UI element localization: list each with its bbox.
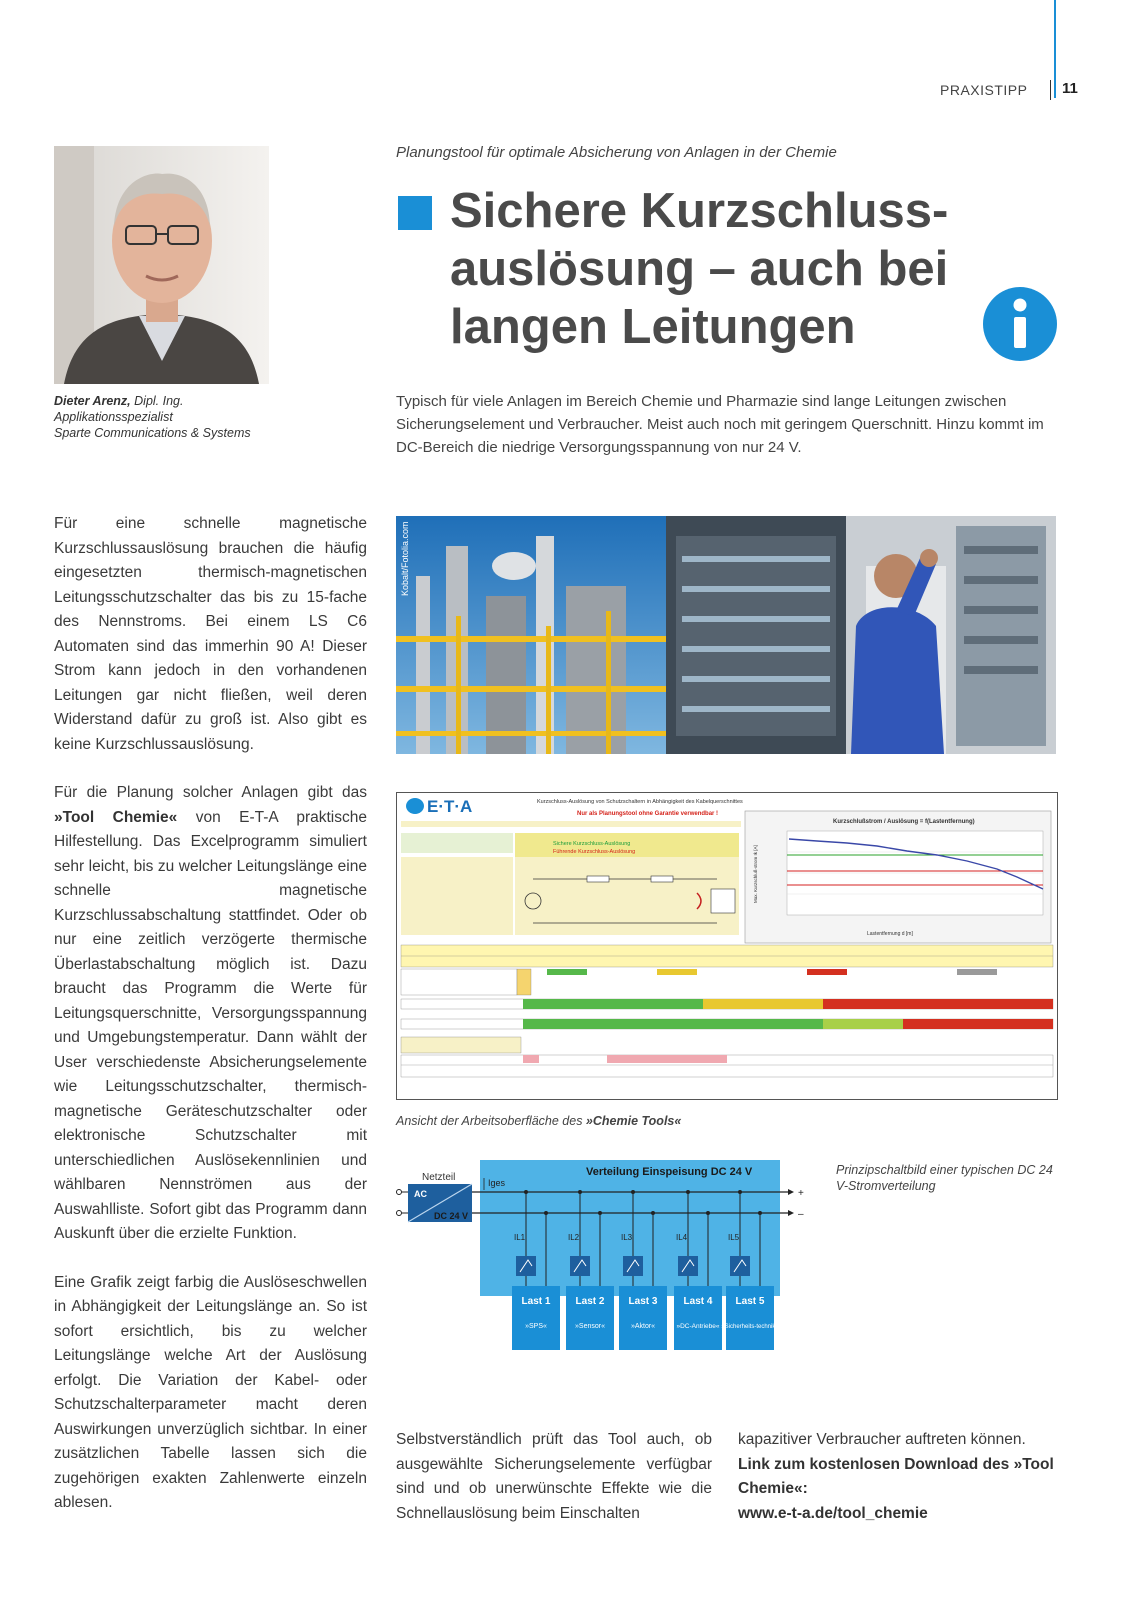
author-degree: Dipl. Ing. bbox=[134, 394, 184, 408]
tool-heading: Kurzschluss-Auslösung von Schutzschaltern in Abhängigkeit des Kabelquerschnittes bbox=[537, 799, 743, 805]
author-name: Dieter Arenz, bbox=[54, 394, 131, 408]
diagram-caption: Prinzipschaltbild einer typischen DC 24 V-Stromverteilung bbox=[836, 1163, 1053, 1193]
body-p2-text-rest: von E-T-A praktische Hilfestellung. Das Excelprogramm simuliert sehr leicht, bis zu welcher Leitungslänge eine schnelle magnetische Kurzschlussabschaltung stattfindet. Oder ob nur eine zeitlich verzögerte thermische Überlastabschaltung möglich ist. Dazu braucht das Programm die Werte für Leitungsquerschnitte, Versorgungsspannung und Umgebungstemperatur. Dann wählt der User verschiedenste Absicherungselemente wie Leitungsschutzschalter, thermisch-magnetische Geräteschutzschalter oder elektronische Schutzschalter mit unterschiedlichen Auslösekennlinien und wählbaren Nennströmen aus der Auswahlliste. Sofort gibt das Programm dann Auskunft über die erzielte Funktion. bbox=[54, 808, 367, 1242]
title-accent-square bbox=[398, 196, 432, 230]
load-desc-5: »Sicherheits-technik« bbox=[721, 1324, 779, 1330]
title-line-1: Sichere Kurzschluss- bbox=[450, 184, 949, 238]
body-paragraph-1: Für eine schnelle magnetische Kurzschlussauslösung brauchen die häufig eingesetzten thermisch-magnetischen Leitungsschutzschalter das bis zu 15-fache des Nennstroms. Bei einem LS C6 Automaten sind das immerhin 90 A! Dieser Strom kann jedoch in den vorhandenen Leitungen gar nicht fließen, weil deren Widerstand dafür zu groß ist. Also gibt es keine Kurzschlussauslösung. bbox=[54, 515, 367, 753]
header-rule bbox=[1054, 0, 1056, 98]
article-title bbox=[450, 182, 1010, 356]
body-paragraph-2 bbox=[54, 781, 367, 1247]
body-right-text: kapazitiver Verbraucher auftreten können. bbox=[738, 1431, 1026, 1448]
body-column-middle: Selbstverständlich prüft das Tool auch, ob ausgewählte Sicherungselemente verfügbar sind und ob unerwünschte Effekte wie die Schnellauslösung beim Einschalten bbox=[396, 1431, 712, 1522]
author-role: Applikationsspezialist bbox=[54, 410, 173, 424]
body-column-right bbox=[738, 1428, 1056, 1526]
header-divider bbox=[1050, 80, 1051, 100]
load-desc-4: »DC-Antriebe« bbox=[676, 1323, 720, 1330]
load-box-3 bbox=[619, 1280, 667, 1350]
current-label-2: IL2 bbox=[568, 1233, 580, 1242]
iges-label: Iges bbox=[488, 1178, 506, 1188]
download-link-label: Link zum kostenlosen Download des »Tool Chemie«: bbox=[738, 1455, 1054, 1497]
tool-name-bold: »Tool Chemie« bbox=[54, 808, 178, 826]
load-desc-1: »SPS« bbox=[525, 1323, 547, 1330]
author-portrait bbox=[54, 146, 269, 384]
label-leading-trip: Führende Kurzschluss-Auslösung bbox=[553, 849, 636, 855]
load-name-2: Last 2 bbox=[575, 1296, 605, 1307]
load-box-2 bbox=[566, 1280, 614, 1350]
current-label-1: IL1 bbox=[514, 1233, 526, 1242]
power-supply-label: Netzteil bbox=[422, 1172, 456, 1183]
author-division: Sparte Communications & Systems bbox=[54, 426, 251, 440]
plus-label: + bbox=[798, 1188, 804, 1199]
title-line-3: langen Leitungen bbox=[450, 300, 856, 354]
title-line-2: auslösung – auch bei bbox=[450, 242, 949, 296]
load-desc-2: »Sensor« bbox=[575, 1323, 605, 1330]
article-lead: Typisch für viele Anlagen im Bereich Chemie und Pharmazie sind lange Leitungen zwischen Sicherungselement und Verbraucher. Meist auch noch mit geringem Querschnitt. Hinzu kommt im DC-Bereich die niedrige Versorgungsspannung von nur 24 V. bbox=[396, 393, 1044, 456]
current-label-5: IL5 bbox=[728, 1233, 740, 1242]
body-p2-text: Für die Planung solcher Anlagen gibt das bbox=[54, 784, 367, 801]
load-name-5: Last 5 bbox=[735, 1296, 765, 1307]
distribution-diagram bbox=[396, 1150, 816, 1372]
load-box-4 bbox=[674, 1280, 722, 1350]
ac-label: AC bbox=[414, 1189, 427, 1199]
load-box-1 bbox=[512, 1280, 560, 1350]
tool-caption bbox=[396, 1114, 681, 1128]
author-caption bbox=[54, 393, 251, 441]
article-kicker: Planungstool für optimale Absicherung von Anlagen in der Chemie bbox=[396, 144, 837, 161]
download-link-url[interactable]: www.e-t-a.de/tool_chemie bbox=[738, 1504, 928, 1522]
industrial-photo bbox=[396, 516, 1056, 754]
tool-screenshot bbox=[396, 792, 1058, 1100]
diagram-title: Verteilung Einspeisung DC 24 V bbox=[586, 1166, 753, 1178]
tool-caption-bold: »Chemie Tools« bbox=[585, 1114, 682, 1128]
chart-xlabel: Lastentfernung d [m] bbox=[867, 931, 913, 937]
label-safe-trip: Sichere Kurzschluss-Auslösung bbox=[553, 841, 631, 847]
eta-logo: E·T·A bbox=[427, 797, 473, 816]
load-box-5 bbox=[721, 1280, 779, 1350]
load-desc-3: »Aktor« bbox=[630, 1323, 656, 1330]
chart-ylabel: Max. Kurzschluß-strom Ik [A] bbox=[753, 845, 758, 903]
page-number: 11 bbox=[1062, 80, 1078, 97]
current-label-4: IL4 bbox=[676, 1233, 688, 1242]
body-column-left bbox=[54, 512, 367, 1540]
body-paragraph-3: Eine Grafik zeigt farbig die Auslöseschwellen in Abhängigkeit der Leitungslänge an. So ist sofort ersichtlich, bis zu welcher Leitungslänge welche Art der Auslösung erfolgt. Die Variation der Kabel- oder Schutzschalterparameter macht deren Auswirkungen unverzüglich sichtbar. In einer zusätzlichen Tabelle lassen sich die zugehörigen exakten Zahlenwerte einzeln ablesen. bbox=[54, 1273, 367, 1511]
tool-warning: Nur als Planungstool ohne Garantie verwendbar ! bbox=[577, 811, 719, 817]
load-name-4: Last 4 bbox=[683, 1296, 713, 1307]
load-name-1: Last 1 bbox=[521, 1296, 551, 1307]
minus-label: – bbox=[798, 1209, 804, 1220]
photo-credit-left: Kobalt/Fotolia.com bbox=[400, 521, 410, 596]
dc-label: DC 24 V bbox=[434, 1211, 469, 1221]
current-label-3: IL3 bbox=[621, 1233, 633, 1242]
tool-caption-text: Ansicht der Arbeitsoberfläche des bbox=[396, 1114, 586, 1128]
section-label: PRAXISTIPP bbox=[940, 82, 1028, 98]
load-name-3: Last 3 bbox=[628, 1296, 658, 1307]
chart-title: Kurzschlußstrom / Auslösung = f(Lastentfernung) bbox=[833, 819, 975, 825]
info-icon bbox=[982, 286, 1058, 362]
